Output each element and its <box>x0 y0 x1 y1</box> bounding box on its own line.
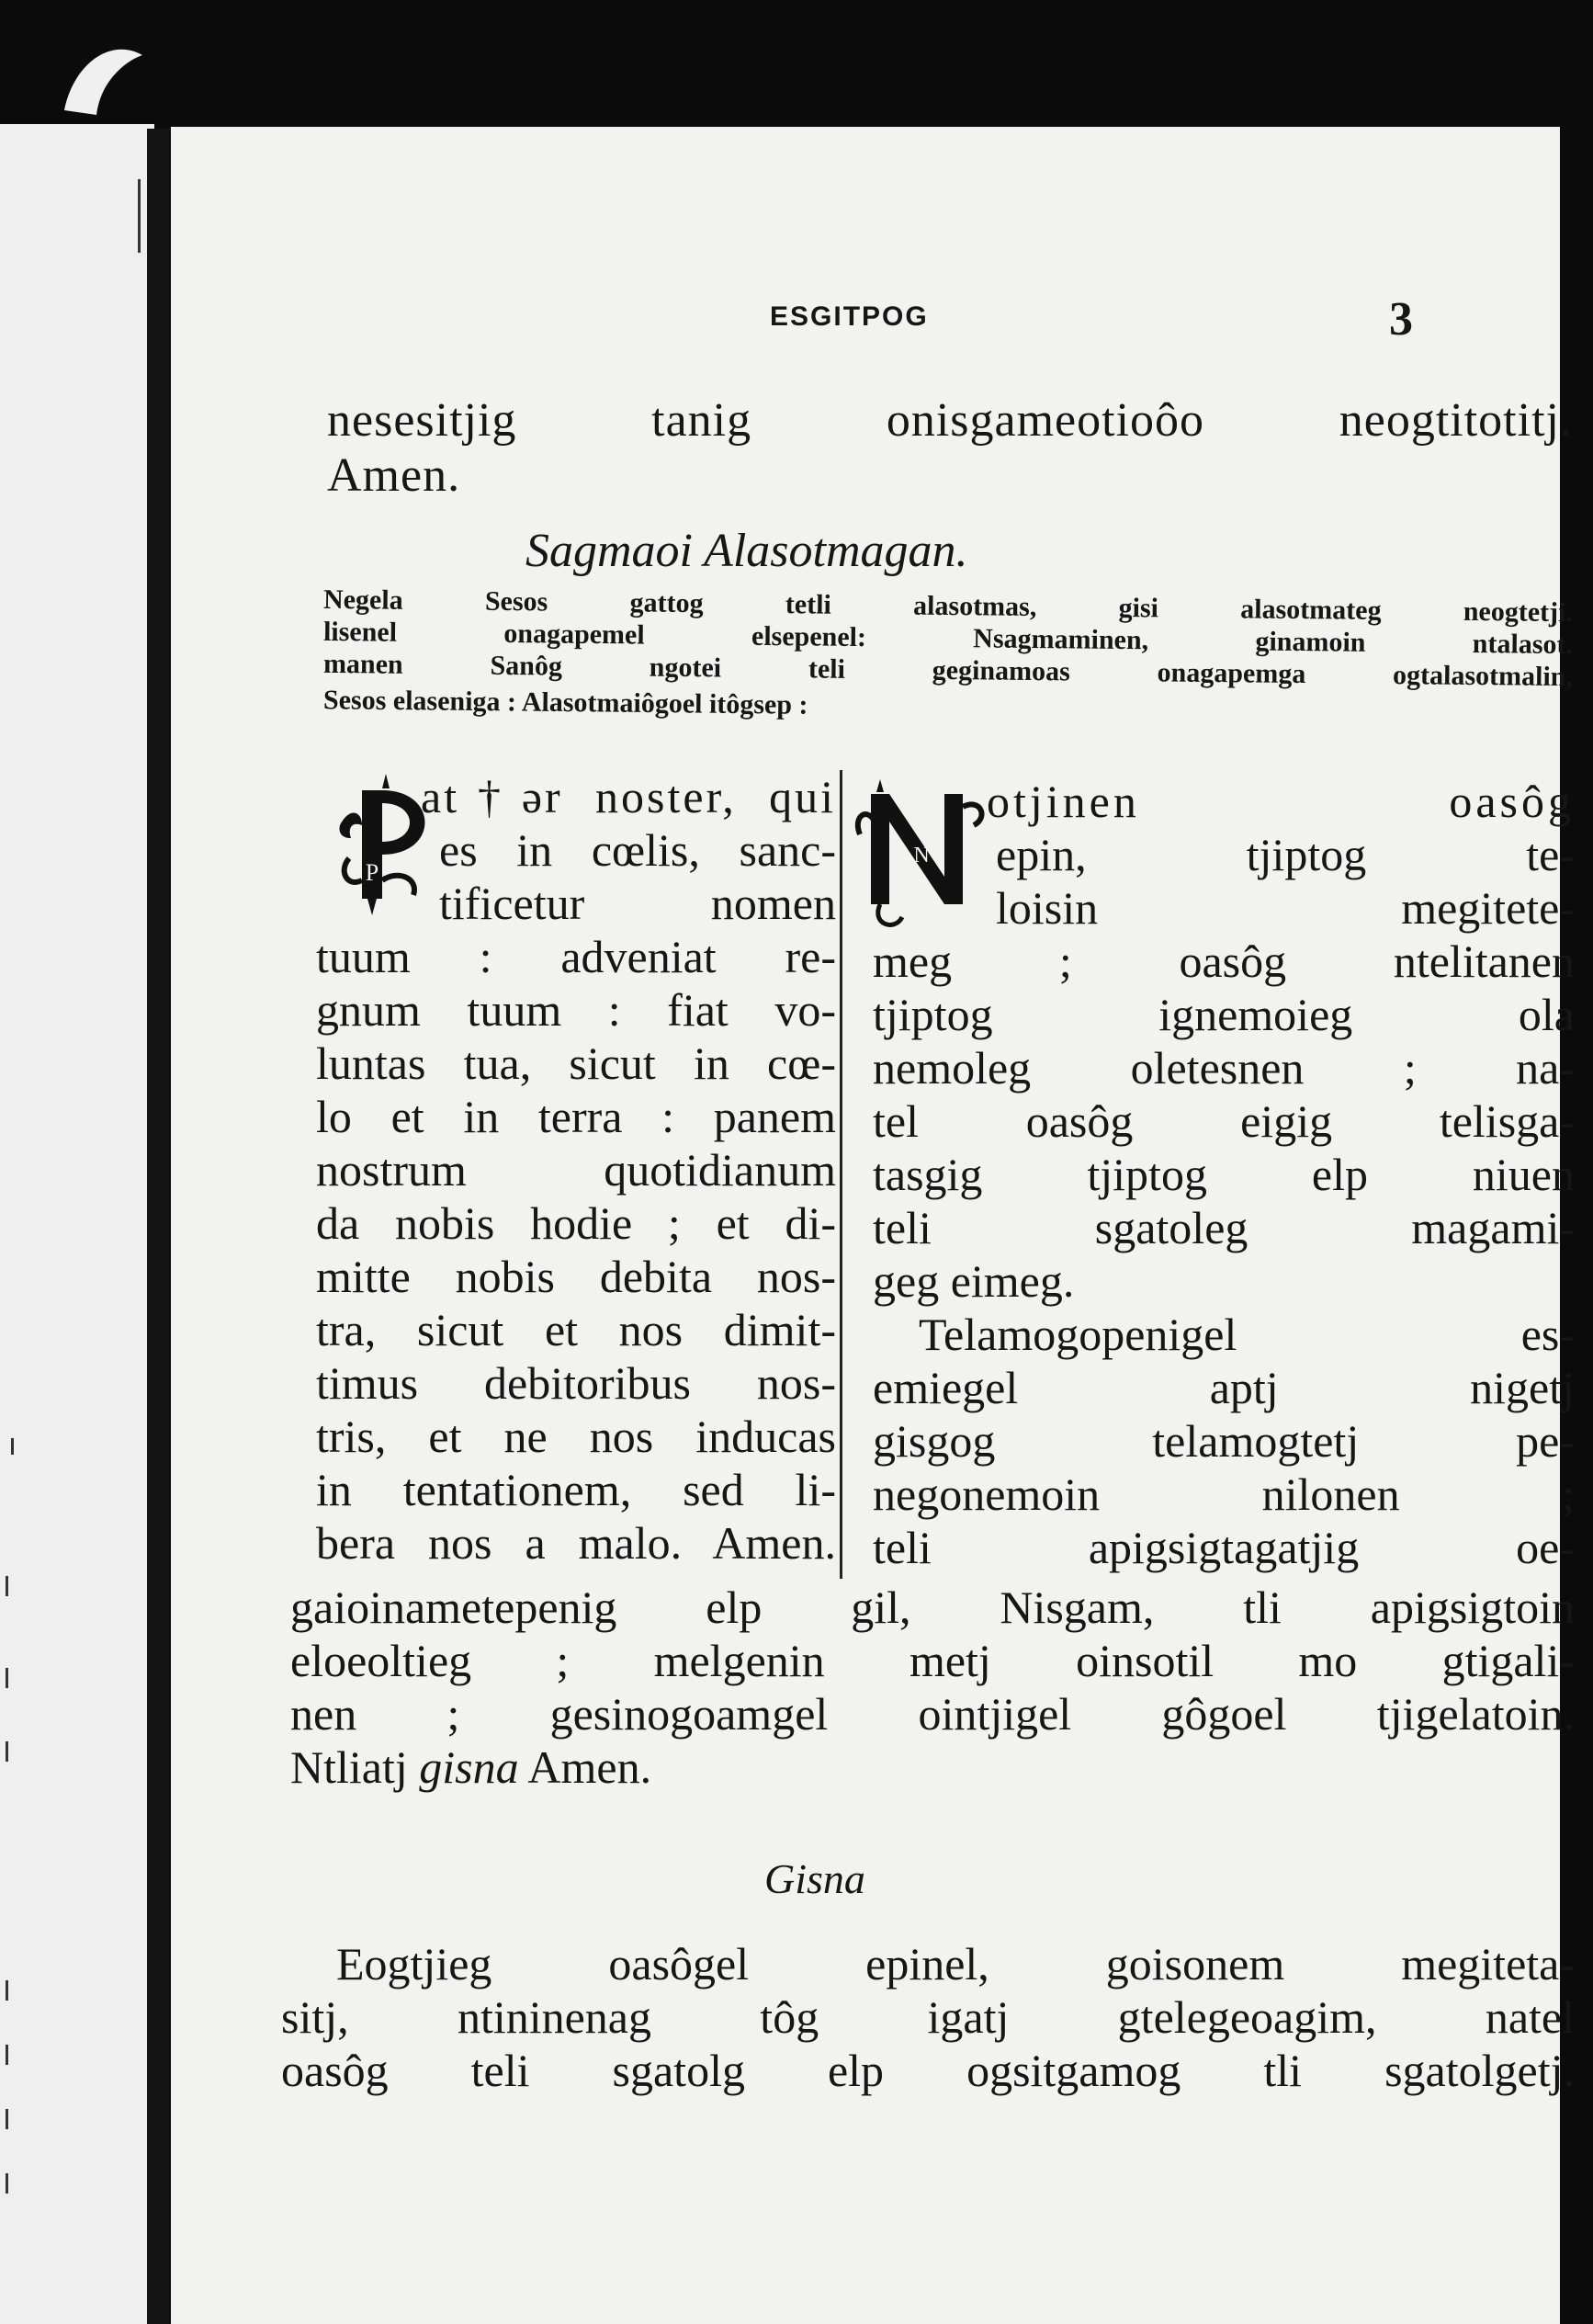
edge-mark <box>6 2045 8 2065</box>
continuation-word: Ntliatj <box>290 1741 408 1793</box>
edge-mark <box>138 179 141 253</box>
intro-word: nesesitjig <box>327 394 517 447</box>
edge-mark <box>6 2173 8 2194</box>
micmac-line: geg eimeg. <box>873 1255 1075 1307</box>
continuation-line: eloeoltieg ; melgenin metj oinsotil mo gtigali- <box>290 1635 1575 1686</box>
latin-line: timus debitoribus nos- <box>316 1357 836 1409</box>
rubric-line: Negela Sesos gattog tetli alasotmas, gisi alasotmateg neogtetji. <box>322 584 1574 629</box>
ornate-initial-n-icon <box>853 770 990 935</box>
edge-mark <box>6 1741 8 1762</box>
edge-mark <box>6 2109 8 2129</box>
page-number: 3 <box>1389 293 1413 346</box>
latin-line: tuum : adveniat re- <box>316 931 836 982</box>
book-page <box>171 127 1575 2324</box>
svg-text:N: N <box>913 844 930 867</box>
latin-line: nostrum quotidianum <box>316 1144 836 1196</box>
micmac-line: teli apigsigtagatjig oe- <box>873 1522 1575 1573</box>
intro-line-2: Amen. <box>327 449 461 502</box>
book-gutter <box>147 129 169 2324</box>
running-header: ESGITPOG <box>770 301 929 332</box>
micmac-line: teli sgatoleg magami- <box>873 1202 1575 1253</box>
micmac-line: negonemoin nilonen ; <box>873 1468 1575 1520</box>
edge-mark <box>6 1668 8 1688</box>
torn-corner-mark <box>55 37 156 119</box>
intro-word: onisgameotioôo <box>886 394 1205 447</box>
latin-line: tris, et ne nos inducas <box>316 1411 836 1462</box>
rubric-line: Sesos elaseniga : Alasotmaiôgoel itôgsep : <box>322 685 808 720</box>
rubric-line: manen Sanôg ngotei teli geginamoas onagapemga ogtalasotmalin, <box>322 648 1574 693</box>
section-title: Sagmaoi Alasotmagan. <box>525 525 968 577</box>
prayer-line: Eogtjieg oasôgel epinel, goisonem megiteta- <box>336 1938 1575 1990</box>
latin-line: mitte nobis debita nos- <box>316 1251 836 1302</box>
left-page-edge <box>0 124 154 2324</box>
prayer-line: oasôg teli sgatolg elp ogsitgamog tli sgatolgetj. <box>281 2045 1575 2096</box>
edge-mark <box>6 1576 8 1596</box>
prayer-line: sitj, ntininenag tôg igatj gtelegeoagim, natel <box>281 1991 1575 2043</box>
micmac-line: meg ; oasôg ntelitanen <box>873 935 1575 987</box>
latin-line: at†ər noster, qui <box>421 771 836 822</box>
latin-line: gnum tuum : fiat vo- <box>316 984 836 1036</box>
latin-line: in tentationem, sed li- <box>316 1464 836 1515</box>
continuation-line: gaioinametepenig elp gil, Nisgam, tli apigsigtoin <box>290 1581 1575 1633</box>
latin-line: da nobis hodie ; et di- <box>316 1197 836 1249</box>
rubric-line: lisenel onagapemel elsepenel: Nsagmaminen, ginamoin ntalasot. <box>322 616 1574 661</box>
micmac-line: epin, tjiptog te- <box>996 829 1575 880</box>
micmac-line: tel oasôg eigig telisga- <box>873 1095 1575 1147</box>
micmac-line: tasgig tjiptog elp niuen <box>873 1149 1575 1200</box>
latin-line: lo et in terra : panem <box>316 1091 836 1142</box>
micmac-line: emiegel aptj nigetj <box>873 1362 1575 1413</box>
micmac-line: Telamogopenigel es- <box>919 1309 1575 1360</box>
intro-word: neogtitotitj. <box>1339 394 1573 447</box>
micmac-line: nemoleg oletesnen ; na- <box>873 1042 1575 1094</box>
continuation-last-line <box>290 1740 651 1794</box>
latin-line: bera nos a malo. Amen. <box>316 1517 836 1569</box>
edge-mark <box>6 1980 8 2001</box>
edge-mark <box>11 1438 14 1455</box>
intro-line-1 <box>327 393 1573 448</box>
micmac-line: tjiptog ignemoieg ola <box>873 989 1575 1040</box>
latin-line: es in cœlis, sanc- <box>439 824 836 876</box>
section-title: Gisna <box>764 1855 865 1902</box>
intro-word: tanig <box>651 394 752 447</box>
micmac-line: otjinen oasôg <box>987 776 1575 827</box>
continuation-line: nen ; gesinogoamgel ointjigel gôgoel tjigelatoin. <box>290 1688 1575 1740</box>
continuation-italic-word: gisna <box>419 1741 519 1793</box>
svg-text:P: P <box>365 859 379 886</box>
column-rule <box>840 770 842 1579</box>
micmac-line: loisin megitete- <box>996 882 1575 934</box>
latin-line: tra, sicut et nos dimit- <box>316 1304 836 1355</box>
latin-line: tificetur nomen <box>439 878 836 929</box>
continuation-word: Amen. <box>527 1741 652 1793</box>
latin-line: luntas tua, sicut in cœ- <box>316 1037 836 1089</box>
micmac-line: gisgog telamogtetj pe- <box>873 1415 1575 1467</box>
